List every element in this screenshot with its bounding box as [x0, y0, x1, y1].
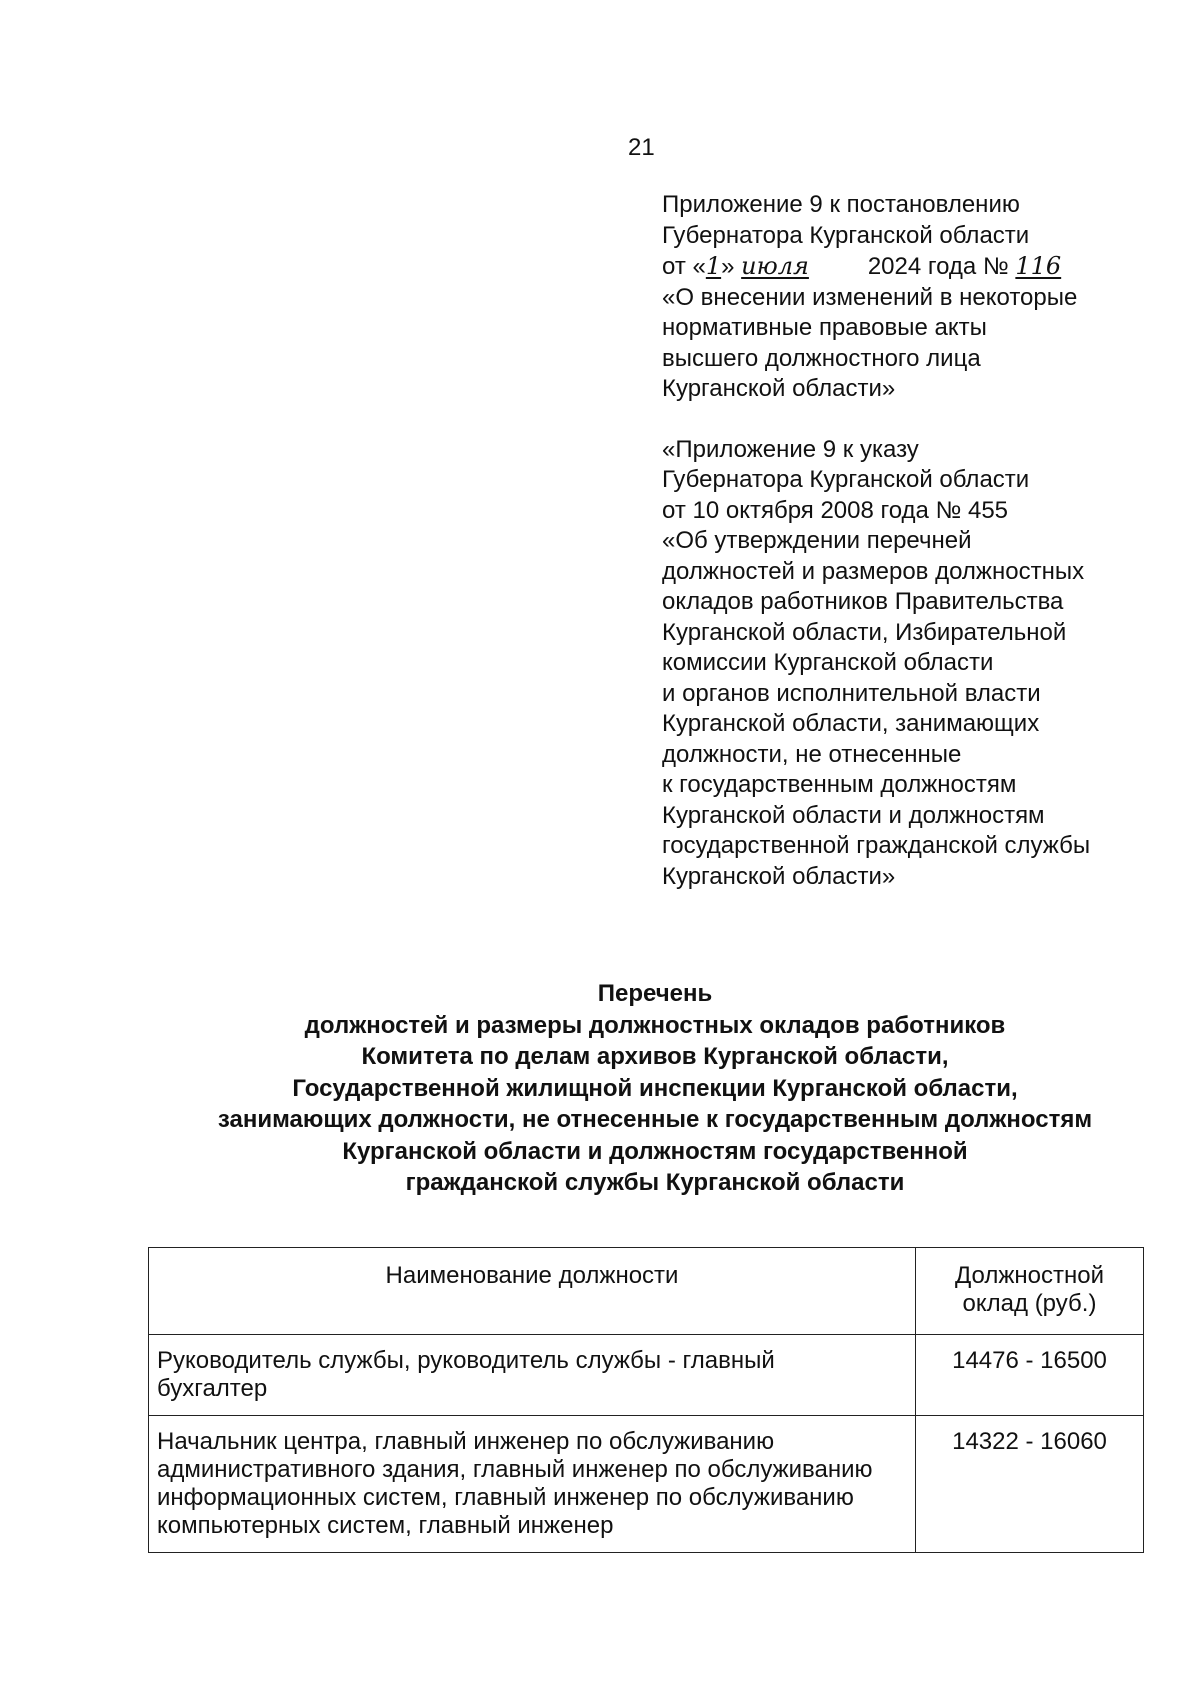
header-position: Наименование должности [149, 1248, 916, 1335]
decree-line: «Об утверждении перечней [662, 527, 972, 554]
amend-line: высшего должностного лица [662, 344, 981, 372]
decree-line: Курганской области, занимающих [662, 710, 1040, 737]
decree-line: государственной гражданской службы [662, 832, 1091, 859]
title-line: Перечень [597, 980, 713, 1007]
decree-line: окладов работников Правительства [662, 588, 1064, 615]
title-line: Комитета по делам архивов Курганской области, [361, 1043, 949, 1070]
annex-date-line [662, 251, 1182, 283]
amend-line: «О внесении изменений в некоторые [662, 283, 1078, 311]
salary-cell: 14476 - 16500 [916, 1335, 1144, 1416]
position-cell: Руководитель службы, руководитель службы - главный бухгалтер [149, 1335, 916, 1416]
decree-line: Курганской области, Избирательной [662, 618, 1067, 646]
date-year: 2024 года № [867, 253, 1009, 280]
salary-table [148, 1247, 1144, 1553]
decree-line: и органов исполнительной власти [662, 679, 1041, 707]
date-mid: » [721, 253, 735, 280]
date-month-handwritten: июля [741, 252, 809, 280]
decree-line: Курганской области и должностям [662, 801, 1045, 829]
amend-line: Курганской области» [662, 375, 896, 402]
title-line: должностей и размеры должностных окладов работников [304, 1011, 1006, 1039]
title-line: Государственной жилищной инспекции Курганской области, [292, 1074, 1018, 1102]
page-number: 21 [628, 134, 655, 161]
table-row [149, 1416, 1144, 1553]
decree-line: к государственным должностям [662, 771, 1017, 798]
table-row [149, 1335, 1144, 1416]
decree-line: комиссии Курганской области [662, 649, 994, 676]
date-day-handwritten: 1 [705, 252, 722, 280]
position-cell: Начальник центра, главный инженер по обслуживанию административного здания, главный инженер по обслуживанию информационных систем, главный инженер по обслуживанию компьютерных систем, главный инженер [149, 1416, 916, 1553]
doc-number-handwritten: 116 [1015, 252, 1062, 280]
decree-line: должности, не отнесенные [662, 740, 962, 768]
decree-line: «Приложение 9 к указу [662, 435, 919, 463]
decree-line: должностей и размеров должностных [662, 557, 1085, 585]
table-header-row [149, 1248, 1144, 1335]
document-title [90, 978, 1200, 1199]
annex-title: Приложение 9 к постановлению [662, 191, 1020, 218]
title-line: Курганской области и должностям государственной [342, 1137, 968, 1165]
annex-org: Губернатора Курганской области [662, 221, 1030, 249]
decree-line: от 10 октября 2008 года № 455 [662, 496, 1009, 524]
date-prefix: от « [662, 253, 706, 280]
title-line: занимающих должности, не отнесенные к государственным должностям [217, 1106, 1093, 1133]
salary-cell: 14322 - 16060 [916, 1416, 1144, 1553]
header-salary: Должностной оклад (руб.) [916, 1248, 1144, 1335]
decree-line: Губернатора Курганской области [662, 466, 1030, 493]
annex-header [662, 190, 1182, 892]
amend-line: нормативные правовые акты [662, 314, 987, 341]
title-line: гражданской службы Курганской области [405, 1169, 905, 1196]
decree-line: Курганской области» [662, 862, 896, 890]
